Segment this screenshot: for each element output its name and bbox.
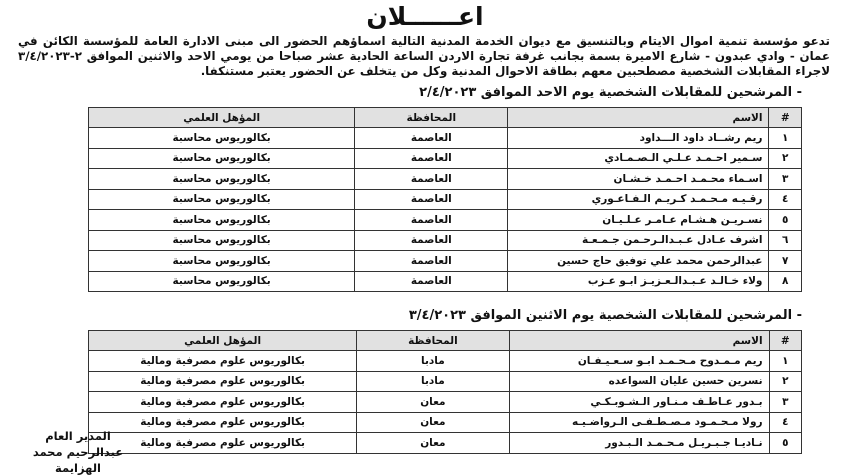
announcement-title: اعــــــلان: [366, 2, 484, 31]
row-name: ريم مـمـدوح مـحـمـد ابـو سـعـيـفـان: [509, 351, 769, 372]
announcement-intro: تدعو مؤسسة تنمية اموال الايتام وبالتنسيق مع ديوان الخدمة المدنية التالية اسماؤهم الحضور الى مبنى الادارة العامة للمؤسسة الكائن في عمان - وادي عبدون - شارع الاميرة بسمة بجانب غرفة تجارة الاردن الساعة الحادية عشر صباحا من يومي الاحد والاثنين الموافق ٢-٣/٤/٢٠٢٣ لاجراء المقابلات الشخصية مصطحبين معهم بطاقة الاحوال المدنية وكل من يتخلف عن الحضور يعتبر مستنكفا.: [18, 34, 830, 78]
row-governorate: معان: [357, 433, 509, 454]
row-governorate: العاصمة: [355, 189, 508, 210]
row-name: سـمير احـمـد عـلـي الـصـمـادي: [508, 148, 769, 169]
row-governorate: العاصمة: [355, 169, 508, 190]
row-name: بـدور عـاطـف مـنـاور الـشـوبـكـي: [509, 392, 769, 413]
col-name-header: الاسم: [508, 108, 769, 128]
col-governorate-header: المحافظة: [357, 331, 509, 351]
row-number: ١: [769, 351, 801, 372]
table1: [88, 107, 802, 292]
table-row: [89, 351, 802, 372]
row-name: رولا مـحـمـود مـصـطـفـى الـرواضـيـه: [509, 412, 769, 433]
row-number: ٥: [769, 210, 802, 231]
row-number: ٦: [769, 230, 802, 251]
row-name: نسـريـن هـشـام عـامـر عـلـيـان: [508, 210, 769, 231]
row-governorate: العاصمة: [355, 230, 508, 251]
row-name: رقـيـه مـحـمـد كـريـم الـفـاعـوري: [508, 189, 769, 210]
row-number: ٣: [769, 392, 801, 413]
table1-body: [89, 128, 802, 292]
row-name: ريم رشــاد داود الـــداود: [508, 128, 769, 149]
row-qualification: بكالوريوس محاسبة: [89, 271, 355, 292]
row-name: نـاديـا جـبـريـل مـحـمـد الـبـدور: [509, 433, 769, 454]
row-governorate: العاصمة: [355, 148, 508, 169]
row-governorate: العاصمة: [355, 210, 508, 231]
table2: [88, 330, 802, 454]
col-name-header: الاسم: [509, 331, 769, 351]
table2-header-row: [89, 331, 802, 351]
row-qualification: بكالوريوس علوم مصرفية ومالية: [89, 351, 357, 372]
row-qualification: بكالوريوس علوم مصرفية ومالية: [89, 412, 357, 433]
table-row: [89, 433, 802, 454]
row-number: ١: [769, 128, 802, 149]
row-qualification: بكالوريوس محاسبة: [89, 189, 355, 210]
row-number: ٤: [769, 189, 802, 210]
table2-body: [89, 351, 802, 454]
row-qualification: بكالوريوس محاسبة: [89, 169, 355, 190]
row-qualification: بكالوريوس محاسبة: [89, 128, 355, 149]
table-row: [89, 189, 802, 210]
table-row: [89, 371, 802, 392]
table1-header-row: [89, 108, 802, 128]
row-governorate: العاصمة: [355, 251, 508, 272]
row-qualification: بكالوريوس علوم مصرفية ومالية: [89, 392, 357, 413]
row-qualification: بكالوريوس محاسبة: [89, 230, 355, 251]
table2-heading: - المرشحين للمقابلات الشخصية يوم الاثنين الموافق ٣/٤/٢٠٢٣: [408, 308, 802, 323]
row-name: اشرف عـادل عـبـدالـرحـمن جـمـعـة: [508, 230, 769, 251]
row-governorate: معان: [357, 392, 509, 413]
signature-role: المدير العام: [45, 429, 111, 443]
col-governorate-header: المحافظة: [355, 108, 508, 128]
row-governorate: العاصمة: [355, 271, 508, 292]
table-row: [89, 230, 802, 251]
col-number-header: #: [769, 108, 802, 128]
row-governorate: العاصمة: [355, 128, 508, 149]
signature-name: عبدالرحيم محمد الهزايمة: [32, 445, 124, 475]
row-governorate: معان: [357, 412, 509, 433]
signature-block: [8, 428, 148, 476]
table-row: [89, 251, 802, 272]
row-name: ولاء خـالـد عـبـدالـعـزيـز ابـو عـزب: [508, 271, 769, 292]
table-row: [89, 169, 802, 190]
col-number-header: #: [769, 331, 801, 351]
row-name: اسـماء محـمـد احـمـد خـشـان: [508, 169, 769, 190]
table1-heading: - المرشحين للمقابلات الشخصية يوم الاحد الموافق ٢/٤/٢٠٢٣: [419, 85, 802, 100]
row-number: ٢: [769, 148, 802, 169]
row-number: ٨: [769, 271, 802, 292]
col-qualification-header: المؤهل العلمي: [89, 331, 357, 351]
table-row: [89, 412, 802, 433]
table-row: [89, 148, 802, 169]
row-qualification: بكالوريوس محاسبة: [89, 251, 355, 272]
row-governorate: مادبا: [357, 351, 509, 372]
row-number: ٥: [769, 433, 801, 454]
row-number: ٢: [769, 371, 801, 392]
col-qualification-header: المؤهل العلمي: [89, 108, 355, 128]
table-row: [89, 271, 802, 292]
row-qualification: بكالوريوس علوم مصرفية ومالية: [89, 433, 357, 454]
table-row: [89, 128, 802, 149]
table-row: [89, 392, 802, 413]
table-row: [89, 210, 802, 231]
row-name: عبدالرحمن محمد علي توفيق حاج حسين: [508, 251, 769, 272]
row-governorate: مادبا: [357, 371, 509, 392]
row-number: ٤: [769, 412, 801, 433]
row-number: ٧: [769, 251, 802, 272]
row-number: ٣: [769, 169, 802, 190]
row-qualification: بكالوريوس محاسبة: [89, 210, 355, 231]
row-qualification: بكالوريوس علوم مصرفية ومالية: [89, 371, 357, 392]
row-qualification: بكالوريوس محاسبة: [89, 148, 355, 169]
row-name: نسرين حسين عليان السواعده: [509, 371, 769, 392]
